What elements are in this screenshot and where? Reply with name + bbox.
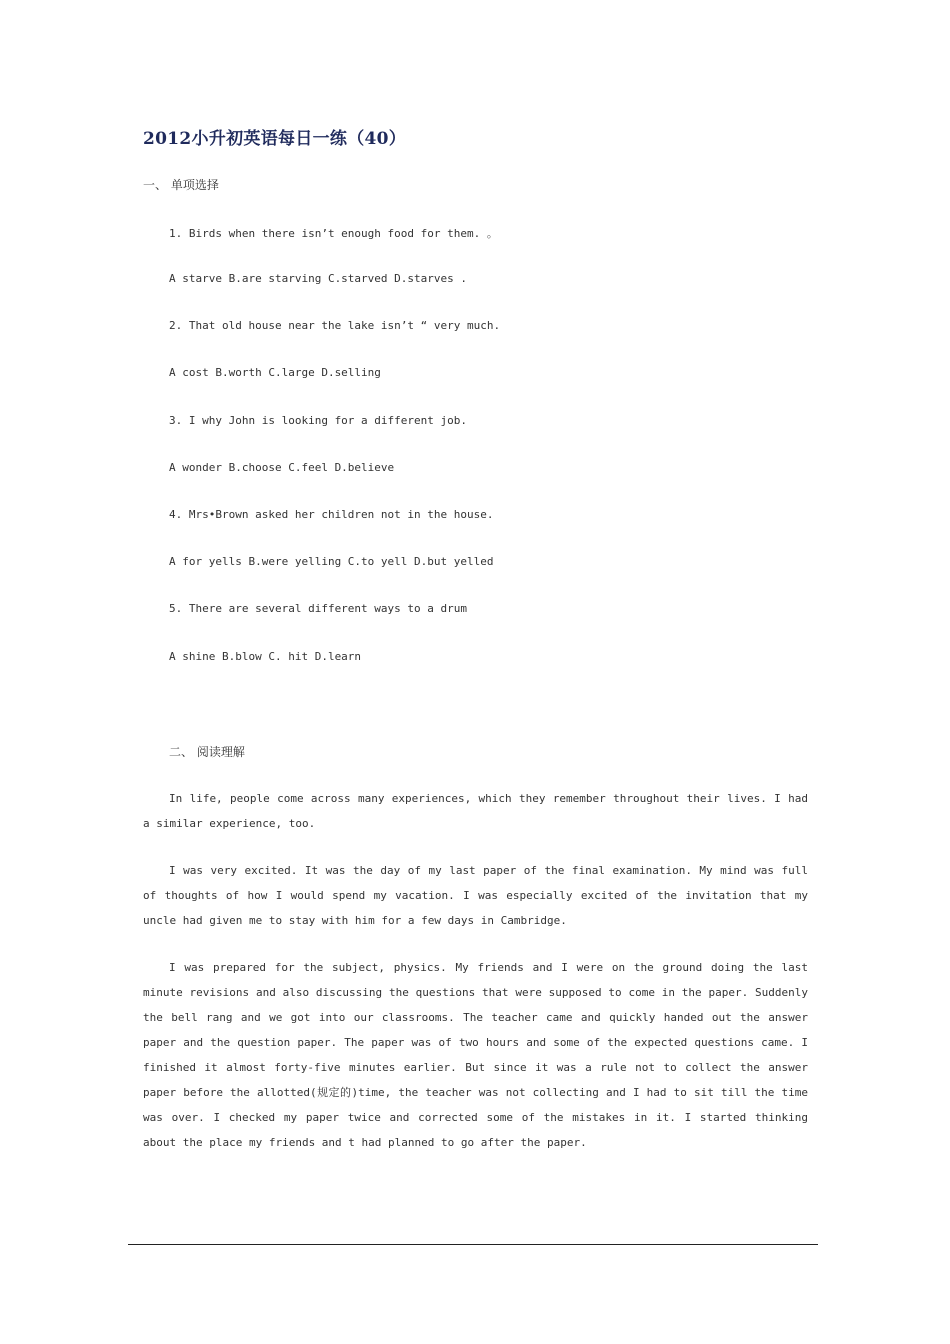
question-3: 3. I why John is looking for a different job. bbox=[169, 414, 468, 427]
page-title: 2012小升初英语每日一练（40） bbox=[143, 129, 407, 149]
question-1: 1. Birds when there isn’t enough food for them. 。 bbox=[169, 227, 498, 240]
question-2: 2. That old house near the lake isn’t “ very much. bbox=[169, 319, 501, 332]
question-1-options: A starve B.are starving C.starved D.starves . bbox=[169, 272, 468, 285]
reading-paragraph-2: I was very excited. It was the day of my last paper of the final examination. My mind was full of thoughts of how I would spend my vacation. I was especially excited of the invitation that my uncle had given me to stay with him for a few days in Cambridge. bbox=[143, 864, 808, 927]
question-2-options: A cost B.worth C.large D.selling bbox=[169, 366, 381, 379]
footer-divider bbox=[128, 1244, 818, 1245]
question-4-options: A for yells B.were yelling C.to yell D.but yelled bbox=[169, 555, 494, 568]
section-heading-multiple-choice: 一、 单项选择 bbox=[143, 178, 219, 192]
question-5: 5. There are several different ways to a drum bbox=[169, 602, 468, 615]
question-5-options: A shine B.blow C. hit D.learn bbox=[169, 650, 362, 663]
question-3-options: A wonder B.choose C.feel D.believe bbox=[169, 461, 395, 474]
question-4: 4. Mrs•Brown asked her children not in the house. bbox=[169, 508, 494, 521]
section-heading-reading: 二、 阅读理解 bbox=[169, 745, 245, 759]
reading-paragraph-1: In life, people come across many experiences, which they remember throughout their lives. I had a similar experience, too. bbox=[143, 792, 808, 830]
reading-paragraph-3: I was prepared for the subject, physics. My friends and I were on the ground doing the last minute revisions and also discussing the questions that were supposed to come in the paper. Suddenly the bell rang and we got into our classrooms. The teacher came and quickly handed out the answer paper and the question paper. The paper was of two hours and some of the expected questions came. I finished it almost forty-five minutes earlier. But since it was a rule not to collect the answer paper before the allotted(规定的)time, the teacher was not collecting and I had to sit till the time was over. I checked my paper twice and corrected some of the mistakes in it. I started thinking about the place my friends and t had planned to go after the paper. bbox=[143, 961, 808, 1149]
